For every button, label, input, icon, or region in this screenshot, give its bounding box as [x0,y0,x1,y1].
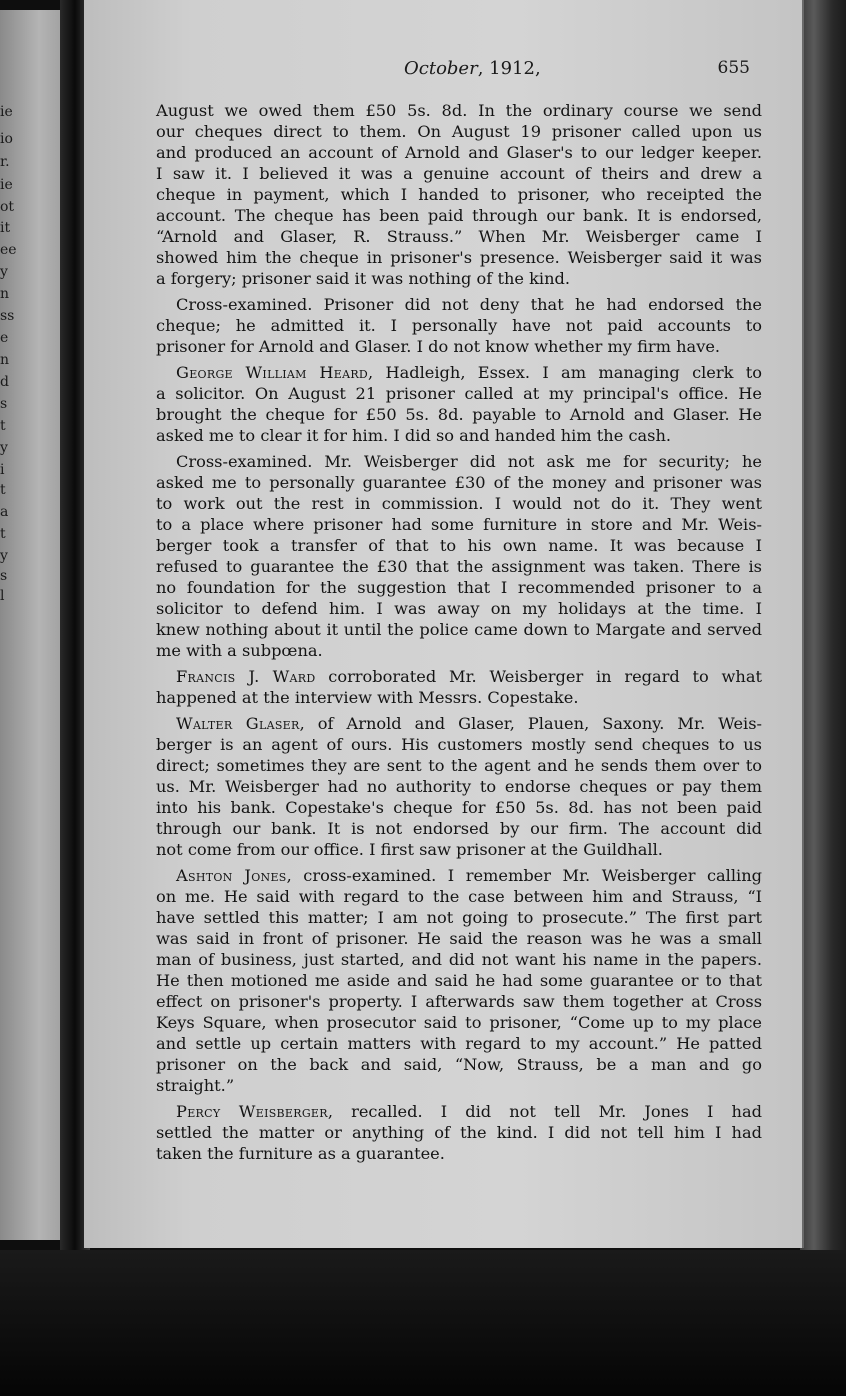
left-page-fragment: t [0,482,6,498]
text-line: showed him the cheque in prisoner's presence. Weisberger said it was [156,248,762,267]
text-line: solicitor to defend him. I was away on my holidays at the time. I [156,599,762,618]
text-line: Cross-examined. Mr. Weisberger did not ask me for security; he [176,452,762,471]
text-line: and settle up certain matters with regard to my account.” He patted [156,1034,762,1053]
text-line: our cheques direct to them. On August 19 prisoner called upon us [156,122,762,141]
left-page-fragment: ss [0,308,15,324]
text-line: account. The cheque has been paid through our bank. It is endorsed, [156,206,762,225]
left-page-fragment: it [0,220,11,236]
text-line: settled the matter or anything of the kind. I did not tell him I had [156,1123,762,1142]
text-line: Keys Square, when prosecutor said to prisoner, “Come up to my place [156,1013,762,1032]
left-page-fragment: d [0,374,9,390]
witness-name: Francis J. Ward [176,667,316,686]
text-segment: , Hadleigh, Essex. I am managing clerk to [368,363,762,382]
bottom-shadow [0,1250,846,1396]
page-body [156,100,762,1164]
text-line: asked me to clear it for him. I did so and handed him the cash. [156,426,672,445]
left-page-fragment: a [0,504,9,520]
text-line: “Arnold and Glaser, R. Strauss.” When Mr. Weisberger came I [156,227,762,246]
text-line: on me. He said with regard to the case between him and Strauss, “I [156,887,762,906]
paragraph [156,100,762,289]
text-line: was said in front of prisoner. He said the reason was he was a small [156,929,762,948]
text-line: asked me to personally guarantee £30 of the money and prisoner was [156,473,762,492]
paragraph [156,666,762,708]
text-segment: , of Arnold and Glaser, Plauen, Saxony. Mr. Weis- [299,714,762,733]
text-line: He then motioned me aside and said he had some guarantee or to that [156,971,762,990]
text-line: not come from our office. I first saw prisoner at the Guildhall. [156,840,663,859]
text-line [156,666,762,687]
left-page-fragment: s [0,568,8,584]
text-line: into his bank. Copestake's cheque for £50 5s. 8d. has not been paid [156,798,762,817]
page-number: 655 [717,58,750,78]
running-head-year: , 1912, [477,58,541,79]
text-line: through our bank. It is not endorsed by our firm. The account did [156,819,762,838]
running-head [320,58,750,82]
text-segment: corroborated Mr. Weisberger in regard to what [315,667,762,686]
text-line: prisoner on the back and said, “Now, Strauss, be a man and go [156,1055,762,1074]
text-line: taken the furniture as a guarantee. [156,1144,445,1163]
left-page-fragment: r. [0,154,10,170]
text-line: to a place where prisoner had some furniture in store and Mr. Weis- [156,515,762,534]
text-line: prisoner for Arnold and Glaser. I do not know whether my firm have. [156,337,721,356]
text-line [156,362,762,383]
witness-name: Walter Glaser [176,714,300,733]
left-page-fragment: y [0,440,8,456]
witness-name: Percy Weisberger [176,1102,328,1121]
left-page-fragment: s [0,396,8,412]
paragraph [156,1101,762,1164]
running-head-date [404,58,541,79]
left-page-fragment: ee [0,242,17,258]
text-line: to work out the rest in commission. I would not do it. They went [156,494,762,513]
text-line: direct; sometimes they are sent to the agent and he sends them over to [156,756,762,775]
text-line: a solicitor. On August 21 prisoner called at my principal's office. He [156,384,762,403]
text-line: brought the cheque for £50 5s. 8d. payable to Arnold and Glaser. He [156,405,762,424]
text-line: August we owed them £50 5s. 8d. In the ordinary course we send [156,101,762,120]
running-head-month: October [404,58,478,79]
left-page-fragment: t [0,418,6,434]
left-page-fragment: ie [0,177,13,193]
paragraph [156,362,762,446]
text-line: us. Mr. Weisberger had no authority to endorse cheques or pay them [156,777,762,796]
left-page-fragment: n [0,286,10,302]
left-page-fragment: ie [0,104,13,120]
text-line [156,1101,762,1122]
witness-name: Ashton Jones [176,866,287,885]
text-line [156,865,762,886]
paragraph [156,865,762,1096]
text-line: cheque; he admitted it. I personally have not paid accounts to [156,316,762,335]
left-page-fragment: io [0,131,13,147]
left-page-fragment: l [0,588,5,604]
left-page-fragment: n [0,352,10,368]
text-line: have settled this matter; I am not going to prosecute.” The first part [156,908,762,927]
text-line: berger took a transfer of that to his own name. It was because I [156,536,762,555]
text-line: no foundation for the suggestion that I recommended prisoner to a [156,578,762,597]
left-page-fragment: y [0,548,8,564]
paragraph [156,294,762,357]
text-line: and produced an account of Arnold and Glaser's to our ledger keeper. [156,143,762,162]
right-page-edge [800,0,846,1396]
text-line: man of business, just started, and did not want his name in the papers. [156,950,762,969]
text-line: I saw it. I believed it was a genuine account of theirs and drew a [156,164,762,183]
text-segment: , cross-examined. I remember Mr. Weisberger calling [286,866,762,885]
text-line: a forgery; prisoner said it was nothing of the kind. [156,269,571,288]
text-line: me with a subpœna. [156,641,323,660]
text-line: happened at the interview with Messrs. Copestake. [156,688,579,707]
text-segment: , recalled. I did not tell Mr. Jones I had [327,1102,762,1121]
witness-name: George William Heard [176,363,369,382]
paragraph [156,451,762,661]
text-line: cheque in payment, which I handed to prisoner, who receipted the [156,185,762,204]
paragraph [156,713,762,860]
text-line: berger is an agent of ours. His customers mostly send cheques to us [156,735,762,754]
left-page-fragment: t [0,526,6,542]
text-line: Cross-examined. Prisoner did not deny that he had endorsed the [176,295,762,314]
left-page-fragment: ot [0,199,15,215]
text-line: effect on prisoner's property. I afterwards saw them together at Cross [156,992,762,1011]
left-page-fragment: i [0,462,5,478]
text-line: refused to guarantee the £30 that the assignment was taken. There is [156,557,762,576]
left-page-fragment: e [0,330,9,346]
left-page-fragment: y [0,264,8,280]
text-line: knew nothing about it until the police came down to Margate and served [156,620,762,639]
text-line [156,713,762,734]
text-line: straight.” [156,1076,235,1095]
